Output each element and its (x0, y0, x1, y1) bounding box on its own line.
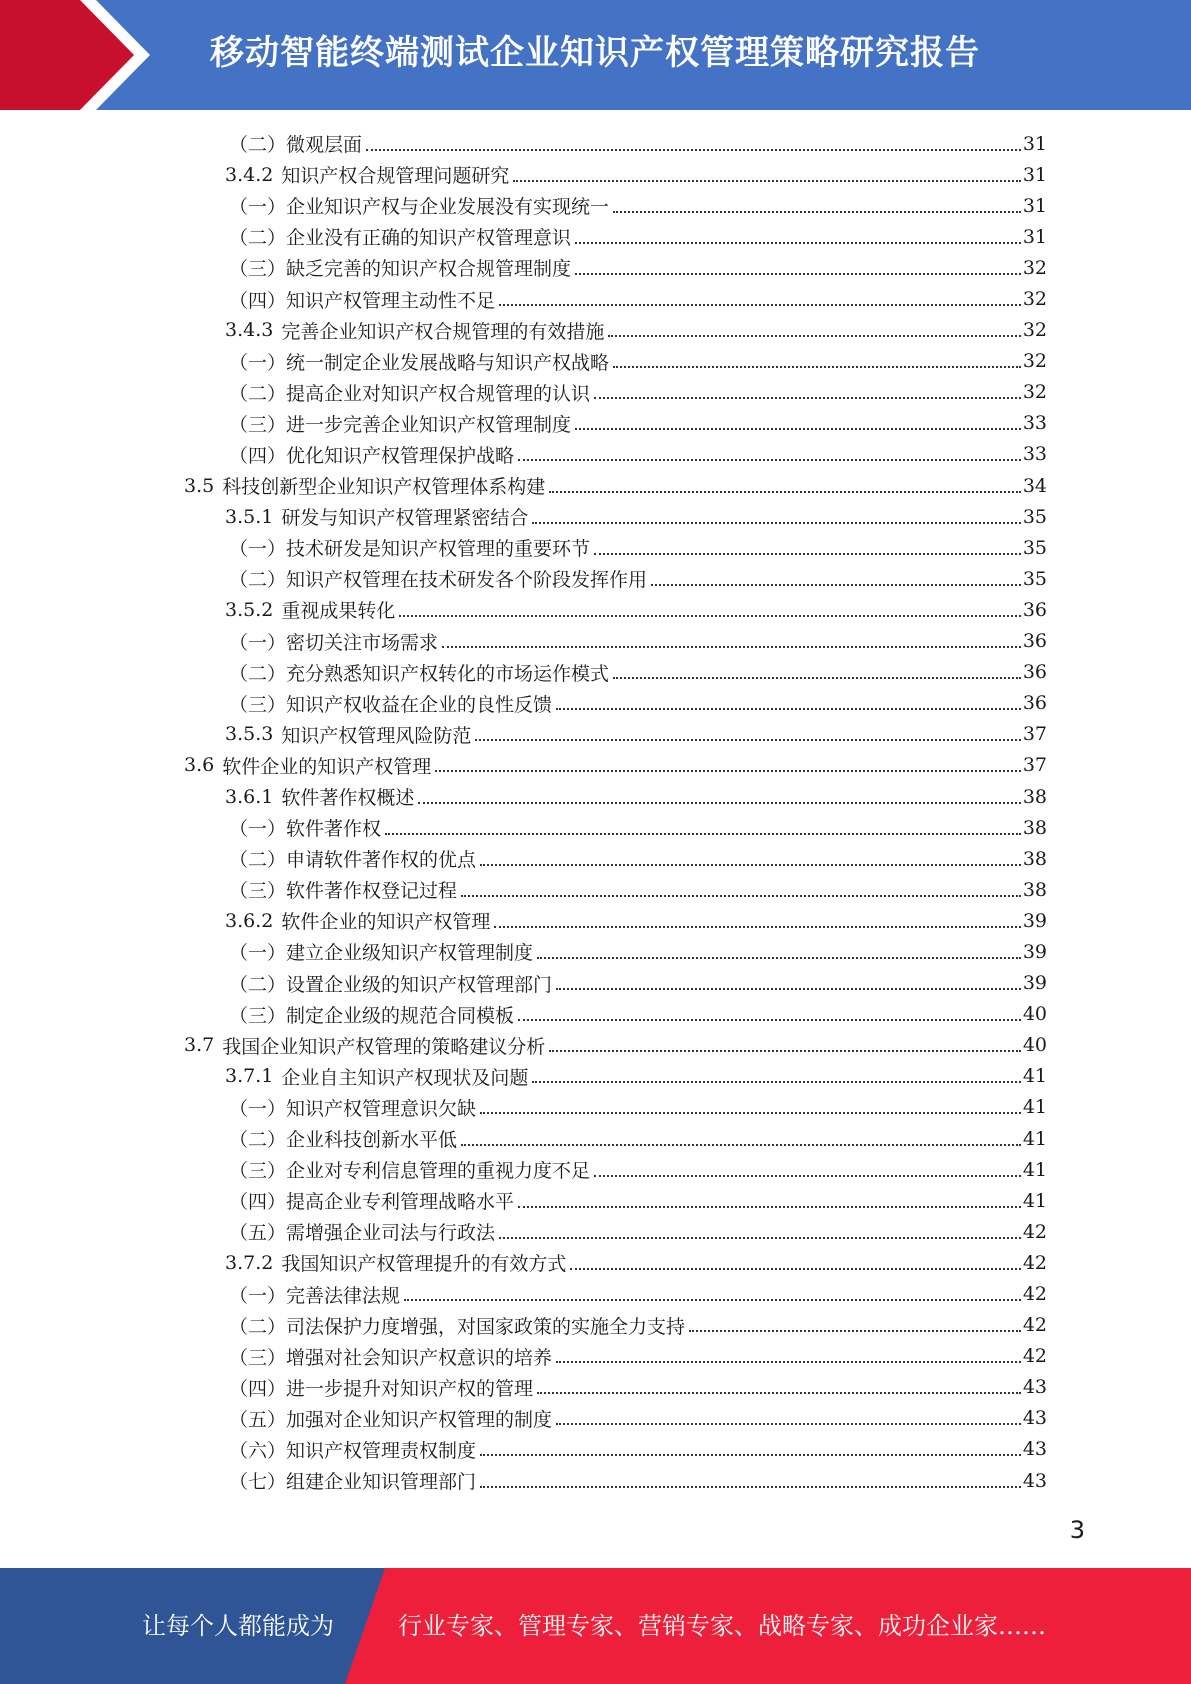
toc-entry-title: （一）软件著作权 (229, 818, 382, 841)
toc-entry[interactable] (0, 874, 1191, 905)
toc-entry[interactable] (0, 377, 1191, 408)
toc-entry[interactable] (0, 252, 1191, 283)
toc-entry-page: 36 (1022, 630, 1047, 653)
toc-entry[interactable] (0, 719, 1191, 750)
toc-entry-number: 3.5 (184, 474, 215, 497)
toc-entry-page: 39 (1022, 909, 1047, 932)
page-footer (0, 1568, 1191, 1684)
toc-dot-leader (575, 273, 1021, 275)
toc-dot-leader (499, 304, 1021, 306)
toc-entry-title: （六）知识产权管理责权制度 (229, 1439, 477, 1462)
toc-entry-number: 3.5.2 (225, 598, 274, 621)
toc-entry-title: （四）进一步提升对知识产权的管理 (229, 1377, 534, 1400)
toc-entry-page: 41 (1022, 1189, 1047, 1212)
toc-entry[interactable] (0, 999, 1191, 1030)
toc-entry-page: 34 (1022, 474, 1047, 497)
toc-entry[interactable] (0, 1465, 1191, 1496)
toc-dot-leader (366, 149, 1021, 151)
toc-dot-leader (518, 1206, 1021, 1208)
toc-entry-number: 3.6 (184, 754, 215, 777)
toc-entry-title: 科技创新型企业知识产权管理体系构建 (222, 476, 546, 499)
toc-entry-page: 31 (1022, 225, 1047, 248)
toc-entry-page: 43 (1022, 1407, 1047, 1430)
toc-entry-title: （二）微观层面 (229, 134, 363, 157)
toc-entry-number: 3.7 (184, 1034, 215, 1057)
toc-dot-leader (461, 1144, 1021, 1146)
toc-entry[interactable] (0, 128, 1191, 159)
toc-entry[interactable] (0, 657, 1191, 688)
toc-dot-leader (651, 584, 1021, 586)
toc-dot-leader (385, 833, 1021, 835)
toc-dot-leader (404, 1299, 1021, 1301)
table-of-contents (0, 128, 1191, 1496)
toc-entry-page: 33 (1022, 443, 1047, 466)
toc-dot-leader (518, 1019, 1021, 1021)
toc-entry-page: 32 (1022, 319, 1047, 342)
toc-entry-page: 42 (1022, 1314, 1047, 1337)
toc-entry[interactable] (0, 563, 1191, 594)
toc-entry-title: （一）统一制定企业发展战略与知识产权战略 (229, 351, 610, 374)
toc-entry-number: 3.4.3 (225, 319, 274, 342)
toc-entry-page: 40 (1022, 1034, 1047, 1057)
report-title: 移动智能终端测试企业知识产权管理策略研究报告 (210, 33, 980, 73)
toc-entry[interactable] (0, 1154, 1191, 1185)
toc-entry-title: （五）需增强企业司法与行政法 (229, 1222, 496, 1245)
toc-entry[interactable] (0, 1061, 1191, 1092)
toc-entry-title: （二）司法保护力度增强，对国家政策的实施全力支持 (229, 1315, 686, 1338)
toc-dot-leader (537, 1392, 1021, 1394)
toc-entry[interactable] (0, 1185, 1191, 1216)
toc-entry-page: 35 (1022, 505, 1047, 528)
toc-entry[interactable] (0, 936, 1191, 967)
toc-entry-title: （三）增强对社会知识产权意识的培养 (229, 1346, 553, 1369)
toc-entry-number: 3.6.1 (225, 785, 274, 808)
toc-dot-leader (594, 397, 1021, 399)
toc-entry-number: 3.4.2 (225, 163, 274, 186)
toc-entry-number: 3.6.2 (225, 909, 274, 932)
toc-dot-leader (435, 770, 1021, 772)
toc-entry-title: （二）知识产权管理在技术研发各个阶段发挥作用 (229, 569, 648, 592)
toc-dot-leader (480, 864, 1021, 866)
toc-entry-title: （三）企业对专利信息管理的重视力度不足 (229, 1160, 591, 1183)
toc-dot-leader (499, 1237, 1021, 1239)
toc-entry[interactable] (0, 1216, 1191, 1247)
toc-entry-title: （四）优化知识产权管理保护战略 (229, 444, 515, 467)
toc-entry-number: 3.7.1 (225, 1065, 274, 1088)
toc-entry-title: 软件著作权概述 (281, 787, 415, 810)
toc-dot-leader (556, 1423, 1021, 1425)
toc-entry-page: 42 (1022, 1283, 1047, 1306)
toc-entry-number: 3.5.3 (225, 723, 274, 746)
toc-dot-leader (480, 1112, 1021, 1114)
toc-entry-title: 企业自主知识产权现状及问题 (281, 1066, 529, 1089)
toc-entry-title: （一）技术研发是知识产权管理的重要环节 (229, 538, 591, 561)
toc-entry[interactable] (0, 1434, 1191, 1465)
toc-entry-page: 38 (1022, 847, 1047, 870)
toc-dot-leader (494, 926, 1020, 928)
toc-entry[interactable] (0, 221, 1191, 252)
toc-entry-page: 31 (1022, 194, 1047, 217)
footer-slogan-left: 让每个人都能成为 (142, 1612, 334, 1640)
toc-entry-title: 完善企业知识产权合规管理的有效措施 (281, 320, 605, 343)
toc-dot-leader (594, 553, 1021, 555)
toc-entry-title: （三）缺乏完善的知识产权合规管理制度 (229, 258, 572, 281)
toc-entry[interactable] (0, 750, 1191, 781)
toc-entry-title: 重视成果转化 (281, 600, 396, 623)
toc-entry-page: 41 (1022, 1065, 1047, 1088)
toc-entry-title: （一）建立企业级知识产权管理制度 (229, 942, 534, 965)
toc-entry-title: （一）知识产权管理意识欠缺 (229, 1097, 477, 1120)
toc-dot-leader (532, 522, 1020, 524)
toc-entry-title: （二）提高企业对知识产权合规管理的认识 (229, 382, 591, 405)
toc-entry-page: 36 (1022, 661, 1047, 684)
toc-entry[interactable] (0, 1123, 1191, 1154)
toc-entry-title: （一）完善法律法规 (229, 1284, 401, 1307)
toc-entry-page: 35 (1022, 567, 1047, 590)
toc-dot-leader (461, 895, 1021, 897)
toc-entry-page: 39 (1022, 940, 1047, 963)
toc-entry-page: 41 (1022, 1096, 1047, 1119)
toc-entry[interactable] (0, 1092, 1191, 1123)
toc-dot-leader (556, 1361, 1021, 1363)
toc-entry-page: 41 (1022, 1127, 1047, 1150)
toc-dot-leader (689, 1330, 1021, 1332)
toc-entry[interactable] (0, 408, 1191, 439)
toc-entry[interactable] (0, 1403, 1191, 1434)
toc-entry-title: （三）制定企业级的规范合同模板 (229, 1004, 515, 1027)
toc-entry-title: （一）密切关注市场需求 (229, 631, 439, 654)
toc-entry-title: 软件企业的知识产权管理 (222, 755, 432, 778)
toc-dot-leader (556, 988, 1021, 990)
toc-entry[interactable] (0, 532, 1191, 563)
toc-dot-leader (480, 1486, 1021, 1488)
toc-entry[interactable] (0, 1310, 1191, 1341)
toc-entry-number: 3.7.2 (225, 1251, 274, 1274)
toc-entry[interactable] (0, 1030, 1191, 1061)
toc-entry-title: 知识产权管理风险防范 (281, 724, 472, 747)
toc-entry-page: 31 (1022, 163, 1047, 186)
page-header (0, 0, 1191, 110)
toc-entry[interactable] (0, 843, 1191, 874)
toc-entry-page: 35 (1022, 536, 1047, 559)
toc-dot-leader (608, 335, 1020, 337)
toc-entry[interactable] (0, 905, 1191, 936)
toc-entry[interactable] (0, 439, 1191, 470)
toc-entry-title: （三）知识产权收益在企业的良性反馈 (229, 693, 553, 716)
toc-entry-title: （二）充分熟悉知识产权转化的市场运作模式 (229, 662, 610, 685)
toc-entry-page: 42 (1022, 1251, 1047, 1274)
toc-entry-page: 32 (1022, 256, 1047, 279)
toc-entry-page: 36 (1022, 692, 1047, 715)
toc-entry-page: 41 (1022, 1158, 1047, 1181)
toc-entry[interactable] (0, 688, 1191, 719)
toc-entry[interactable] (0, 968, 1191, 999)
toc-dot-leader (613, 366, 1021, 368)
toc-dot-leader (594, 1175, 1021, 1177)
toc-entry-title: 知识产权合规管理问题研究 (281, 165, 510, 188)
toc-dot-leader (418, 802, 1020, 804)
toc-entry-page: 38 (1022, 785, 1047, 808)
toc-entry-page: 32 (1022, 350, 1047, 373)
toc-entry-page: 42 (1022, 1345, 1047, 1368)
toc-entry-title: （三）软件著作权登记过程 (229, 880, 458, 903)
toc-entry[interactable] (0, 594, 1191, 625)
toc-dot-leader (399, 615, 1020, 617)
toc-entry-title: （四）提高企业专利管理战略水平 (229, 1191, 515, 1214)
toc-entry-page: 37 (1022, 723, 1047, 746)
toc-dot-leader (613, 677, 1021, 679)
toc-entry-page: 43 (1022, 1376, 1047, 1399)
toc-entry[interactable] (0, 470, 1191, 501)
toc-entry-title: （二）企业没有正确的知识产权管理意识 (229, 227, 572, 250)
toc-entry-page: 36 (1022, 598, 1047, 621)
toc-dot-leader (556, 708, 1021, 710)
toc-entry-title: （三）进一步完善企业知识产权管理制度 (229, 413, 572, 436)
toc-entry-page: 38 (1022, 878, 1047, 901)
toc-dot-leader (575, 242, 1021, 244)
toc-entry-page: 39 (1022, 972, 1047, 995)
toc-entry[interactable] (0, 812, 1191, 843)
toc-entry-page: 32 (1022, 288, 1047, 311)
toc-entry-title: 软件企业的知识产权管理 (281, 911, 491, 934)
toc-entry-title: （二）申请软件著作权的优点 (229, 849, 477, 872)
toc-entry-page: 37 (1022, 754, 1047, 777)
toc-dot-leader (442, 646, 1021, 648)
toc-entry-title: （一）企业知识产权与企业发展没有实现统一 (229, 196, 610, 219)
toc-entry-page: 32 (1022, 381, 1047, 404)
toc-entry-title: 研发与知识产权管理紧密结合 (281, 507, 529, 530)
toc-entry-page: 43 (1022, 1438, 1047, 1461)
toc-entry[interactable] (0, 159, 1191, 190)
toc-entry[interactable] (0, 283, 1191, 314)
toc-entry[interactable] (0, 1341, 1191, 1372)
toc-entry[interactable] (0, 501, 1191, 532)
toc-dot-leader (549, 1050, 1021, 1052)
toc-entry[interactable] (0, 781, 1191, 812)
toc-entry-page: 33 (1022, 412, 1047, 435)
toc-dot-leader (518, 459, 1021, 461)
toc-entry-page: 40 (1022, 1003, 1047, 1026)
toc-entry-page: 42 (1022, 1220, 1047, 1243)
toc-dot-leader (480, 1454, 1021, 1456)
toc-dot-leader (549, 491, 1021, 493)
toc-entry[interactable] (0, 1278, 1191, 1309)
toc-dot-leader (575, 428, 1021, 430)
toc-dot-leader (475, 739, 1020, 741)
toc-dot-leader (570, 1268, 1020, 1270)
toc-dot-leader (613, 211, 1021, 213)
toc-dot-leader (513, 180, 1020, 182)
toc-entry[interactable] (0, 1247, 1191, 1278)
toc-dot-leader (532, 1081, 1020, 1083)
footer-slogan-right: 行业专家、管理专家、营销专家、战略专家、成功企业家…… (398, 1612, 1046, 1640)
toc-entry-title: 我国企业知识产权管理的策略建议分析 (222, 1035, 546, 1058)
toc-entry-number: 3.5.1 (225, 505, 274, 528)
toc-entry-page: 38 (1022, 816, 1047, 839)
toc-entry[interactable] (0, 315, 1191, 346)
toc-dot-leader (537, 957, 1021, 959)
page-number: 3 (1069, 1516, 1085, 1544)
toc-entry-title: （四）知识产权管理主动性不足 (229, 289, 496, 312)
toc-entry-title: （七）组建企业知识管理部门 (229, 1471, 477, 1494)
toc-entry-page: 31 (1022, 132, 1047, 155)
toc-entry-page: 43 (1022, 1469, 1047, 1492)
toc-entry[interactable] (0, 190, 1191, 221)
toc-entry-title: （二）设置企业级的知识产权管理部门 (229, 973, 553, 996)
toc-entry[interactable] (0, 626, 1191, 657)
toc-entry-title: 我国知识产权管理提升的有效方式 (281, 1253, 567, 1276)
toc-entry[interactable] (0, 1372, 1191, 1403)
toc-entry-title: （五）加强对企业知识产权管理的制度 (229, 1408, 553, 1431)
toc-entry[interactable] (0, 346, 1191, 377)
toc-entry-title: （二）企业科技创新水平低 (229, 1129, 458, 1152)
